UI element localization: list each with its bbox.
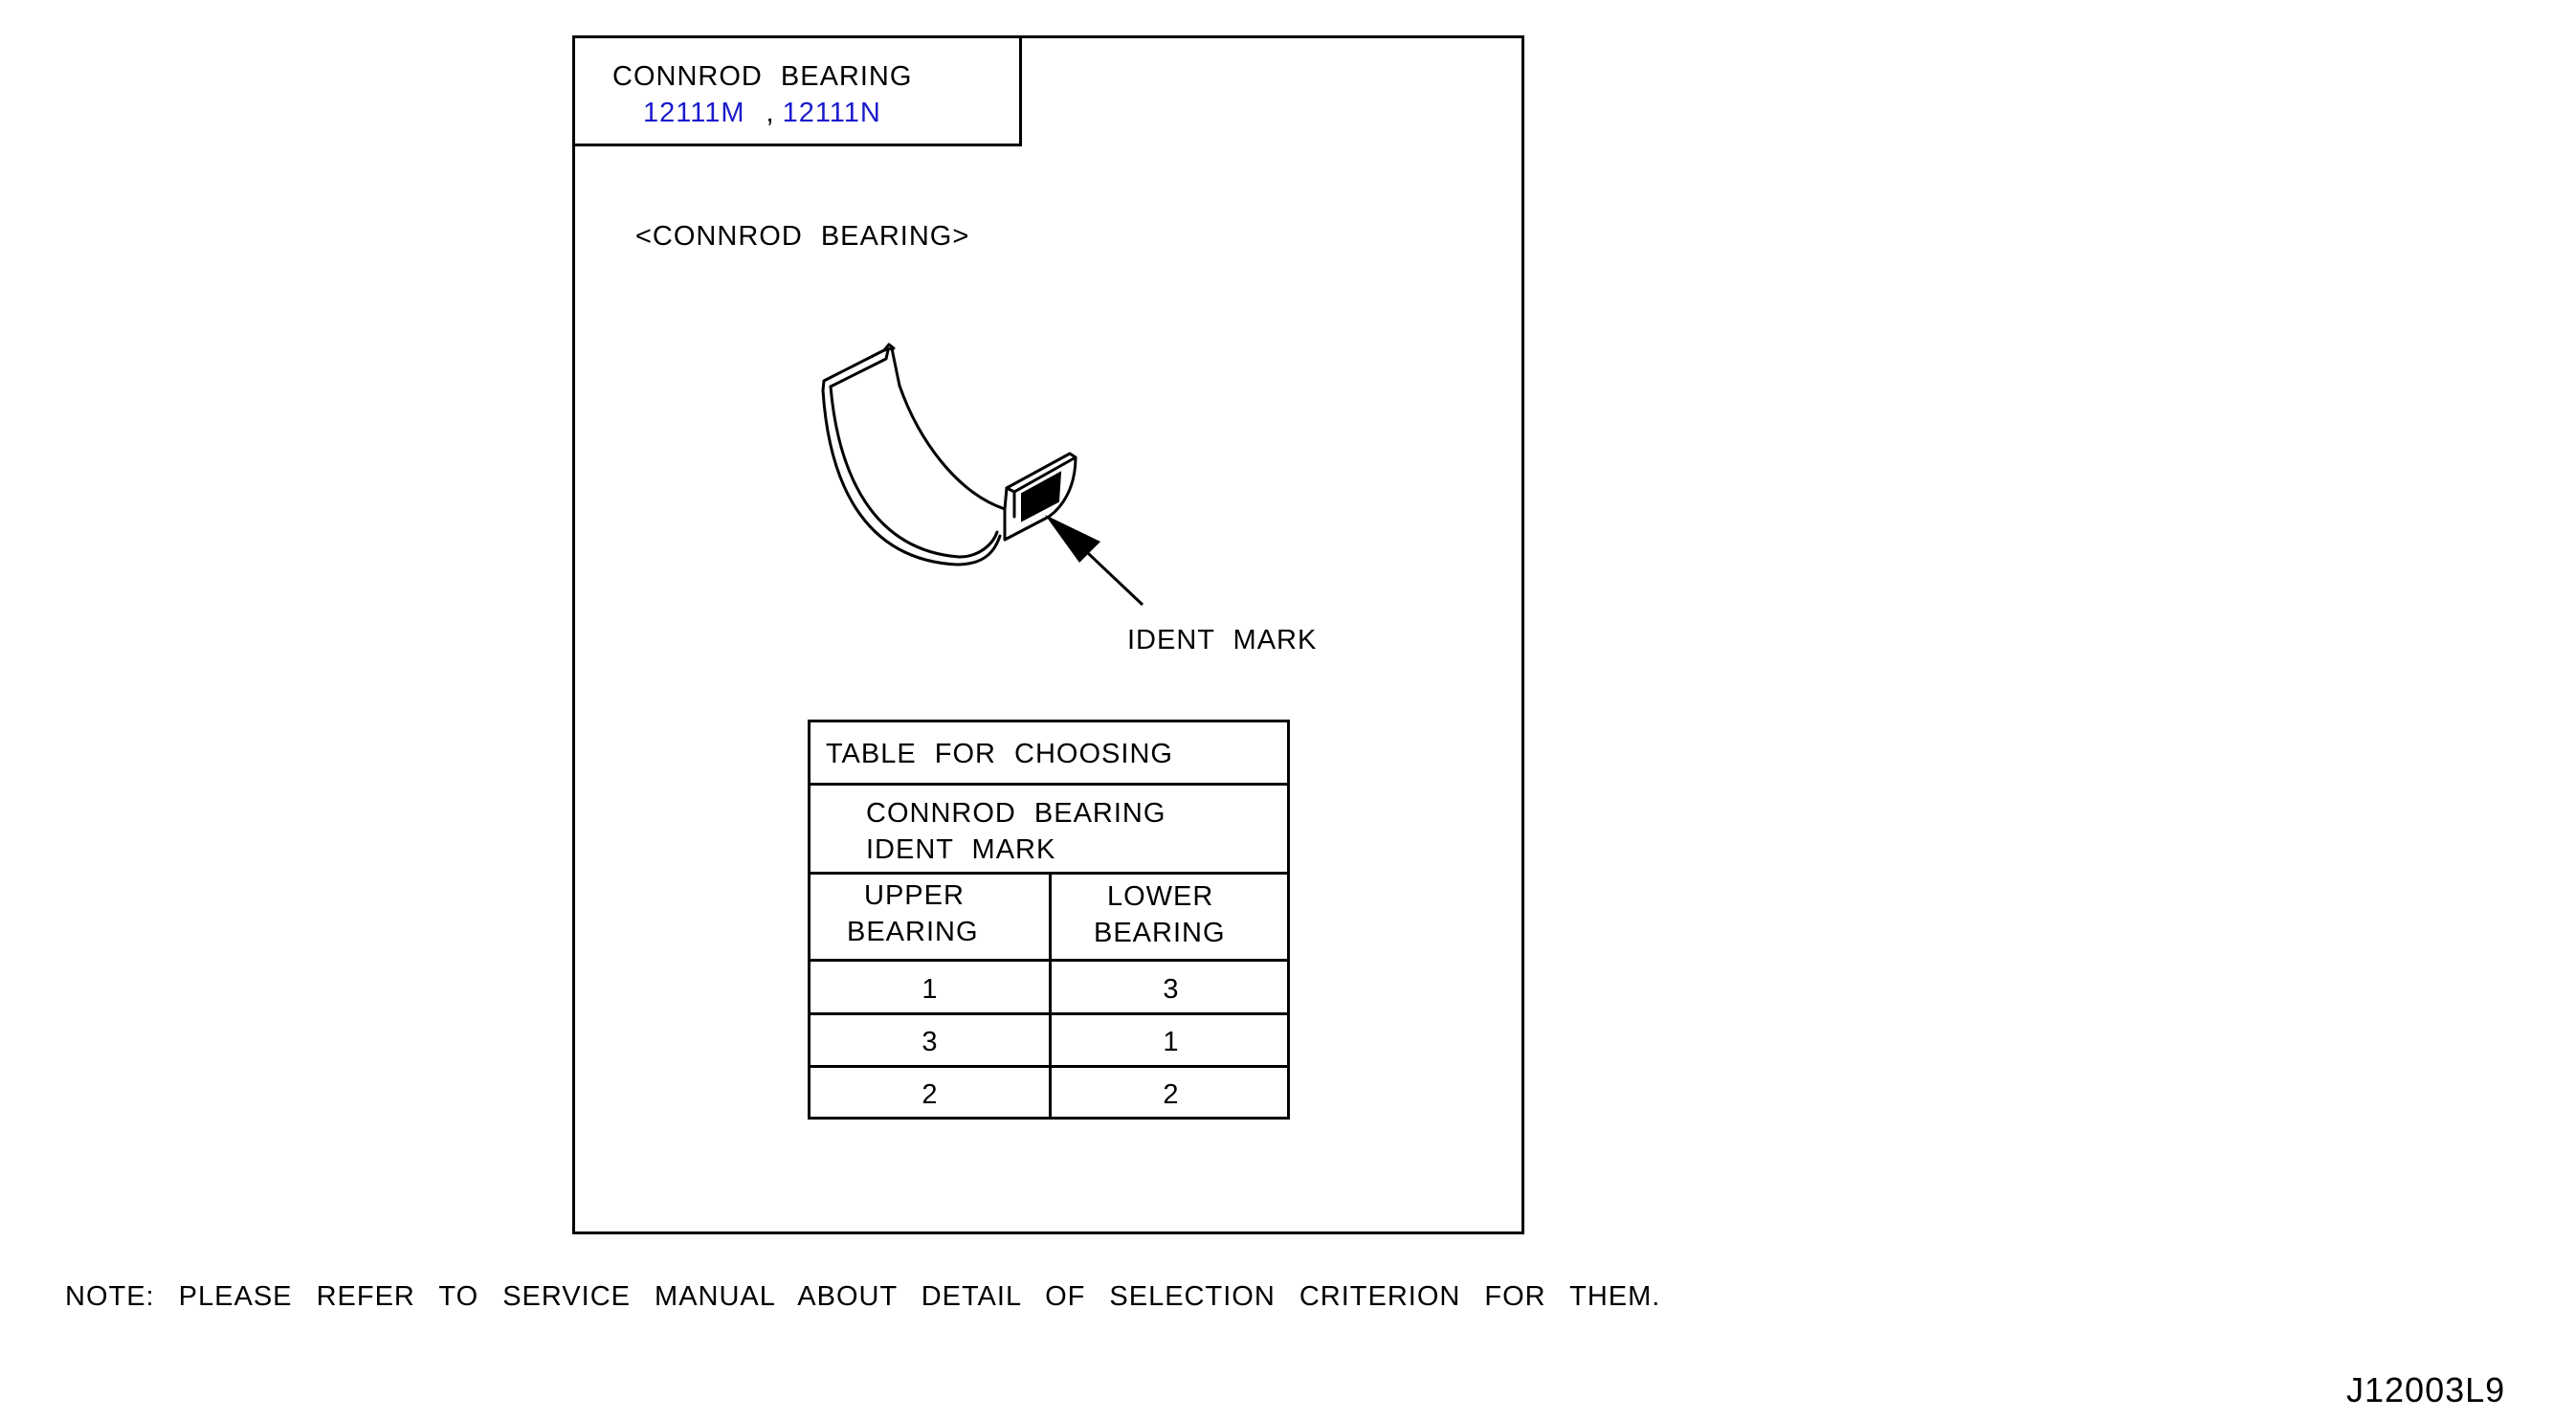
ident-mark-label: IDENT MARK bbox=[1127, 625, 1318, 655]
lower-header-line1: LOWER bbox=[1107, 881, 1214, 912]
table-title: TABLE FOR CHOOSING bbox=[826, 739, 1173, 769]
section-label: <CONNROD BEARING> bbox=[635, 221, 970, 252]
lower-header-line2: BEARING bbox=[1094, 918, 1226, 948]
drawing-code: J12003L9 bbox=[2346, 1370, 2506, 1409]
part-number-separator: , bbox=[766, 98, 775, 128]
table-subtitle-line1: CONNROD BEARING bbox=[866, 798, 1166, 829]
note-text: NOTE: PLEASE REFER TO SERVICE MANUAL ABOUT DETAIL OF SELECTION CRITERION FOR THEM. bbox=[65, 1281, 1661, 1312]
table-cell-upper-2: 3 bbox=[922, 1027, 938, 1057]
part-number-link-1[interactable]: 12111M bbox=[643, 98, 745, 128]
table-subtitle-line2: IDENT MARK bbox=[866, 834, 1056, 865]
part-number-link-2[interactable]: 12111N bbox=[782, 98, 881, 128]
table-divider-1 bbox=[811, 783, 1287, 786]
table-cell-lower-1: 3 bbox=[1163, 974, 1179, 1005]
table-divider-5 bbox=[811, 1065, 1287, 1068]
table-divider-3 bbox=[811, 959, 1287, 962]
bearing-inner-bore bbox=[899, 386, 1005, 509]
upper-header-line1: UPPER bbox=[864, 880, 965, 911]
table-cell-lower-3: 2 bbox=[1163, 1079, 1179, 1110]
table-divider-4 bbox=[811, 1012, 1287, 1015]
part-title: CONNROD BEARING bbox=[612, 61, 913, 92]
selection-table bbox=[808, 720, 1290, 1120]
bearing-outer-edge-inner bbox=[831, 387, 997, 557]
table-cell-lower-2: 1 bbox=[1163, 1027, 1179, 1057]
table-cell-upper-3: 2 bbox=[922, 1079, 938, 1110]
table-cell-upper-1: 1 bbox=[922, 974, 938, 1005]
upper-header-line2: BEARING bbox=[847, 917, 979, 947]
bearing-left-end-edge bbox=[831, 350, 888, 387]
